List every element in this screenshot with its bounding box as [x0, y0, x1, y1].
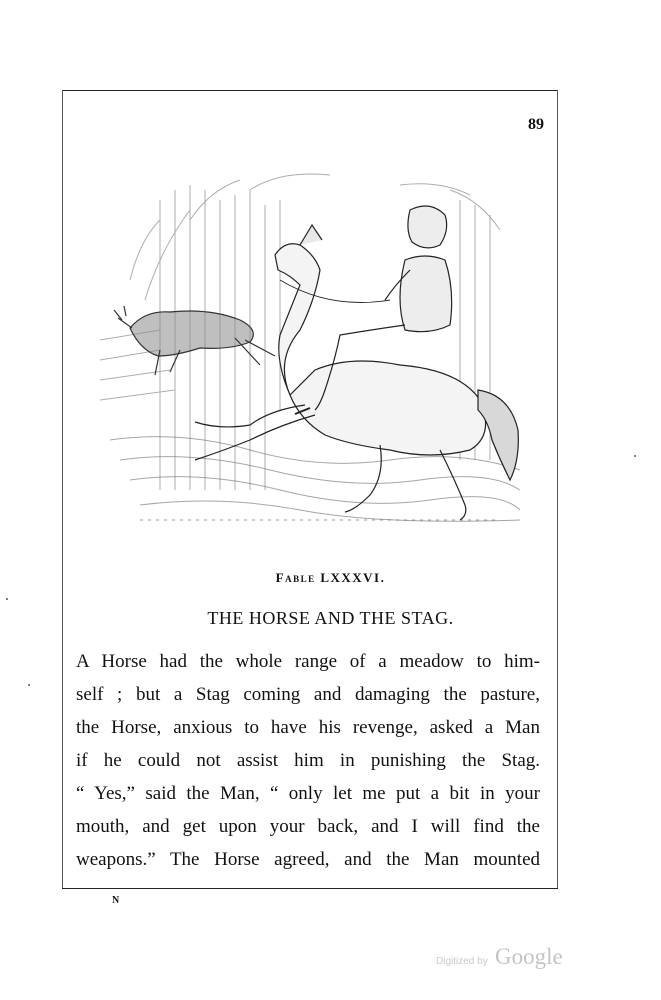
- signature-mark: N: [112, 895, 120, 906]
- body-line-3: the Horse, anxious to have his revenge, asked a Man: [76, 717, 540, 738]
- fable-number-label: Fable LXXXVI.: [275, 570, 386, 585]
- horse-figure: [195, 225, 518, 520]
- body-line-1: A Horse had the whole range of a meadow to him-: [76, 651, 540, 672]
- body-line-6: mouth, and get upon your back, and I will find the: [76, 816, 540, 837]
- stag-figure: [114, 306, 275, 375]
- frame-right-line: [557, 90, 558, 888]
- page-number: 89: [528, 116, 544, 133]
- fable-title: THE HORSE AND THE STAG.: [207, 608, 454, 628]
- body-line-5: “ Yes,” said the Man, “ only let me put a bit in your: [76, 783, 540, 804]
- frame-bottom-line: [62, 888, 558, 889]
- google-logo: Google: [495, 944, 563, 969]
- body-line-4: if he could not assist him in punishing the Stag.: [76, 750, 540, 771]
- margin-speck: [634, 455, 636, 457]
- body-line-2: self ; but a Stag coming and damaging the pasture,: [76, 684, 540, 705]
- margin-speck: [6, 598, 8, 600]
- body-line-7: weapons.” The Horse agreed, and the Man mounted: [76, 849, 540, 870]
- frame-top-line: [62, 90, 558, 91]
- digitized-by-label: Digitized by: [436, 956, 488, 967]
- horse-and-stag-illustration: [100, 160, 530, 535]
- frame-left-line: [62, 90, 63, 888]
- margin-speck: [28, 684, 30, 686]
